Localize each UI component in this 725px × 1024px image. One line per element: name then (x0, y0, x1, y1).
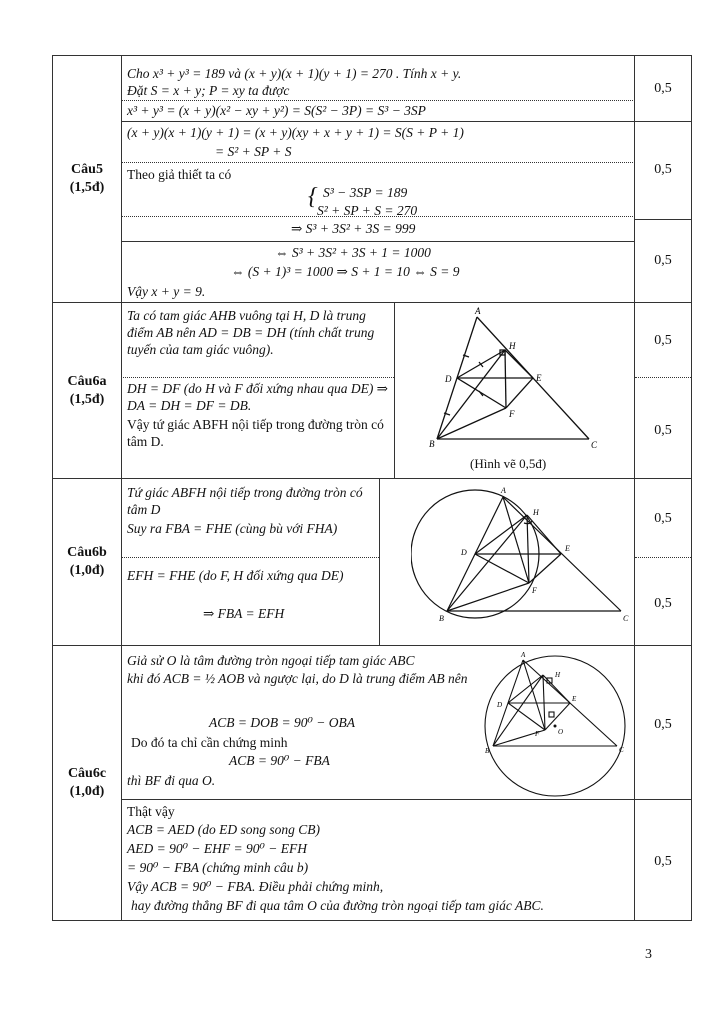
svg-text:D: D (461, 548, 467, 557)
q5-score-column (634, 56, 691, 302)
svg-text:C: C (623, 614, 629, 623)
svg-text:D: D (497, 701, 503, 709)
q6c-geometry-figure (483, 650, 633, 798)
q5-score-2: 0,5 (654, 162, 672, 177)
q6a-text-3: Vậy tứ giác ABFH nội tiếp trong đường tròn có tâm D. (127, 417, 384, 449)
q6c-text-2: khi đó ACB = ½ AOB và ngược lại, do D là trung điểm AB nên (127, 671, 468, 686)
q5-line: S³ − 3SP = 189 (323, 185, 408, 200)
q5-label: Câu5 (71, 162, 103, 177)
svg-text:D: D (445, 374, 452, 384)
q5-brace: { (308, 184, 318, 210)
q6c-text-9: AED = 90⁰ − EHF = 90⁰ − EFH (127, 841, 307, 856)
section-q6b (52, 478, 692, 646)
q6c-score-2: 0,5 (654, 854, 672, 869)
q5-line: (x + y)(x + 1)(y + 1) = (x + y)(xy + x + y + 1) = S(S + P + 1) (127, 125, 464, 140)
q6b-score-2: 0,5 (654, 596, 672, 611)
q5-label-cell (53, 56, 122, 302)
q6c-label: Câu6c (67, 766, 107, 781)
svg-text:B: B (439, 614, 444, 623)
q5-line: ⇔ (S + 1)³ = 1000 ⇒ S + 1 = 10 ⇔ S = 9 (231, 264, 460, 279)
q5-line: S² + SP + S = 270 (317, 203, 418, 218)
svg-text:F: F (532, 586, 537, 595)
q6b-text-2: Suy ra FBA = FHE (cùng bù với FHA) (127, 521, 338, 536)
svg-text:B: B (485, 747, 490, 755)
q6c-text-12: hay đường thẳng BF đi qua tâm O của đường tròn ngoại tiếp tam giác ABC. (131, 898, 544, 913)
q5-row-divider (121, 100, 635, 101)
q6a-figure-divider (394, 303, 395, 478)
q5-line: x³ + y³ = (x + y)(x² − xy + y²) = S(S² − 3P) = S³ − 3SP (127, 103, 426, 118)
q6c-text-11: Vậy ACB = 90⁰ − FBA. Điều phải chứng minh, (127, 879, 384, 894)
q6b-score-divider (635, 557, 691, 558)
q6a-score-column (634, 303, 691, 478)
svg-text:C: C (591, 440, 598, 450)
q6a-points: (1,5đ) (69, 391, 105, 407)
svg-text:C: C (619, 746, 624, 754)
q6c-text-4: Do đó ta chỉ cần chứng minh (131, 735, 288, 750)
q5-score-divider (635, 121, 691, 122)
q6a-score-2: 0,5 (654, 423, 672, 438)
svg-text:E: E (565, 544, 570, 553)
q5-score-divider (635, 219, 691, 220)
q5-line: Cho x³ + y³ = 189 và (x + y)(x + 1)(y + 1) = 270 . Tính x + y. (127, 66, 462, 81)
svg-text:A: A (501, 486, 506, 495)
page-number: 3 (645, 947, 652, 962)
q6a-geometry-figure (399, 305, 629, 453)
section-q5 (52, 55, 692, 303)
q6a-text-1: Ta có tam giác AHB vuông tại H, D là trung điểm AB nên AD = DB = DH (tính chất trung tuyến của tam giác vuông). (127, 308, 375, 357)
q6a-figure-caption: (Hình vẽ 0,5đ) (470, 456, 547, 471)
q5-row-divider (121, 162, 635, 163)
section-q6a (52, 302, 692, 479)
svg-text:H: H (509, 341, 516, 351)
section-q6c (52, 645, 692, 921)
q6b-label-cell (53, 479, 122, 645)
q6a-label-cell (53, 303, 122, 478)
q6a-score-1: 0,5 (654, 333, 672, 348)
q6b-score-1: 0,5 (654, 511, 672, 526)
q6c-score-1: 0,5 (654, 717, 672, 732)
q6b-row-divider (121, 557, 379, 558)
svg-text:H: H (555, 671, 561, 679)
q5-row-divider (121, 241, 635, 242)
q5-line: Đặt S = x + y; P = xy ta được (127, 83, 290, 98)
q6a-label: Câu6a (67, 373, 107, 389)
q5-line: ⇔ S³ + 3S² + 3S + 1 = 1000 (275, 245, 431, 260)
svg-text:A: A (475, 306, 481, 316)
q6c-points: (1,0đ) (69, 784, 105, 799)
q6b-label: Câu6b (67, 545, 107, 560)
q5-points: (1,5đ) (69, 180, 105, 195)
svg-text:F: F (535, 730, 540, 738)
q6c-text-3: ACB = DOB = 90⁰ − OBA (209, 715, 355, 730)
q6a-text-2: DH = DF (do H và F đối xứng nhau qua DE) ⇒ DA = DH = DF = DB. (127, 381, 388, 413)
q5-line: Theo giả thiết ta có (127, 167, 232, 182)
q5-line: ⇒ S³ + 3S² + 3S = 999 (291, 221, 416, 236)
q6c-row-divider (121, 799, 691, 800)
q6c-text-1: Giả sử O là tâm đường tròn ngoại tiếp tam giác ABC (127, 653, 415, 668)
q5-row-divider (121, 121, 635, 122)
q5-score-3: 0,5 (654, 253, 672, 268)
q6b-figure-divider (379, 479, 380, 645)
q6c-label-cell (53, 646, 122, 920)
q6b-text-1: Tứ giác ABFH nội tiếp trong đường tròn có tâm D (127, 485, 363, 517)
svg-text:E: E (572, 695, 577, 703)
q5-score-1: 0,5 (654, 81, 672, 96)
svg-text:O: O (558, 728, 564, 736)
q6a-row-divider (121, 377, 394, 378)
svg-text:F: F (509, 409, 515, 419)
q6c-text-6: thì BF đi qua O. (127, 773, 216, 788)
q6c-text-8: ACB = AED (do ED song song CB) (127, 822, 320, 837)
q5-line: = S² + SP + S (215, 144, 292, 159)
svg-text:B: B (429, 439, 435, 449)
q6b-geometry-figure (411, 483, 643, 643)
q6c-text-10: = 90⁰ − FBA (chứng minh câu b) (127, 860, 309, 875)
q5-line: Vậy x + y = 9. (127, 284, 206, 299)
q6b-text-3: EFH = FHE (do F, H đối xứng qua DE) (127, 568, 344, 583)
svg-text:H: H (533, 508, 539, 517)
svg-text:E: E (536, 373, 542, 383)
svg-text:A: A (521, 651, 526, 659)
q6b-text-4: ⇒ FBA = EFH (203, 606, 285, 621)
q6c-score-column (634, 646, 691, 920)
q6c-text-5: ACB = 90⁰ − FBA (229, 753, 330, 768)
q6a-score-divider (635, 377, 691, 378)
q6b-points: (1,0đ) (69, 563, 105, 578)
q6c-text-7: Thật vậy (127, 804, 175, 819)
